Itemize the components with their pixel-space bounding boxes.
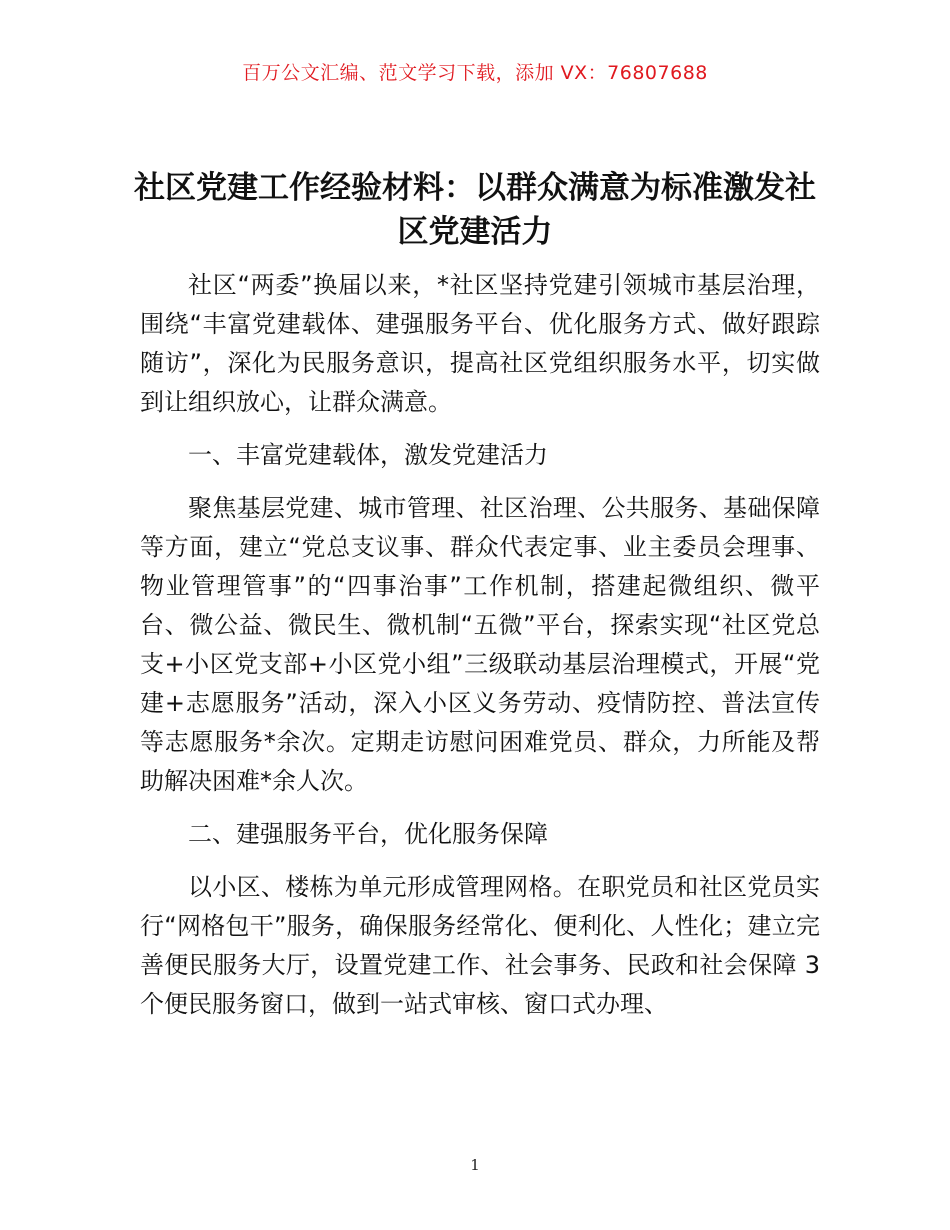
section-heading-2: 二、建强服务平台，优化服务保障: [188, 820, 548, 848]
document-body: [140, 266, 820, 1024]
section-paragraph-1: 聚焦基层党建、城市管理、社区治理、公共服务、基础保障等方面，建立“党总支议事、群众代表定事、业主委员会理事、物业管理管事”的“四事治事”工作机制，搭建起微组织、微平台、微公益、微民生、微机制“五微”平台，探索实现“社区党总支+小区党支部+小区党小组”三级联动基层治理模式，开展“党建+志愿服务”活动，深入小区义务劳动、疫情防控、普法宣传等志愿服务*余次。定期走访慰问困难党员、群众，力所能及帮助解决困难*余人次。: [140, 494, 820, 795]
page-number: 1: [470, 1156, 480, 1174]
intro-paragraph: 社区“两委”换届以来，*社区坚持党建引领城市基层治理，围绕“丰富党建载体、建强服务平台、优化服务方式、做好跟踪随访”，深化为民服务意识，提高社区党组织服务水平，切实做到让组织放心，让群众满意。: [140, 271, 820, 416]
document-title: 社区党建工作经验材料：以群众满意为标准激发社区党建活力: [134, 170, 816, 250]
watermark-header: 百万公文汇编、范文学习下载，添加 VX：76807688: [242, 62, 708, 84]
section-heading-1: 一、丰富党建载体，激发党建活力: [188, 441, 548, 469]
section-paragraph-2: 以小区、楼栋为单元形成管理网格。在职党员和社区党员实行“网格包干”服务，确保服务经常化、便利化、人性化；建立完善便民服务大厅，设置党建工作、社会事务、民政和社会保障 3 个便民服务窗口，做到一站式审核、窗口式办理、: [140, 873, 820, 1018]
